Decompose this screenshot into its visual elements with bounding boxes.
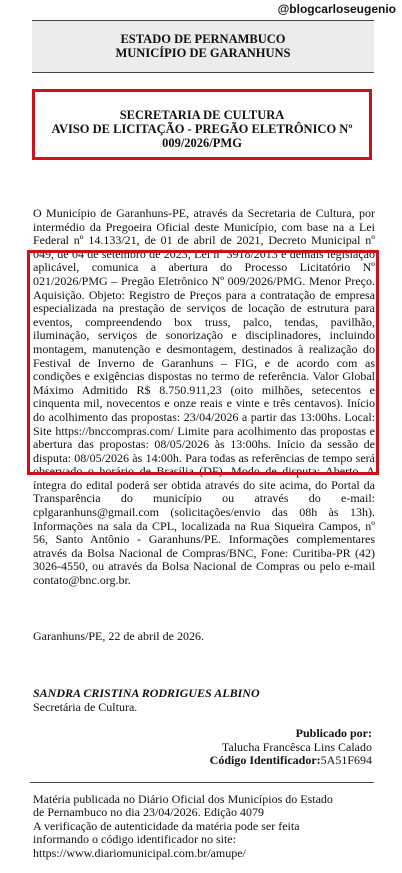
blog-watermark: @blogcarloseugenio bbox=[277, 2, 396, 16]
footer-line-2: de Pernambuco no dia 23/04/2026. Edição 4079 bbox=[33, 805, 264, 820]
publisher-block bbox=[210, 727, 372, 768]
publication-footer bbox=[33, 793, 373, 860]
footer-line-4: informando o código identificador no site: bbox=[33, 832, 236, 847]
title-secretariat-line: SECRETARIA DE CULTURA bbox=[119, 108, 285, 122]
published-by-label: Publicado por: bbox=[295, 726, 372, 740]
notice-body bbox=[33, 207, 375, 588]
footer-divider bbox=[30, 782, 374, 783]
signature-block bbox=[33, 686, 260, 714]
identifier-code-label: Código Identificador: bbox=[209, 753, 321, 767]
title-number-line: 009/2026/PMG bbox=[162, 136, 242, 150]
footer-url-link[interactable]: https://www.diariomunicipal.com.br/amupe/ bbox=[33, 845, 246, 860]
signer-role: Secretária de Cultura. bbox=[33, 700, 138, 714]
notice-paragraph: O Município de Garanhuns-PE, através da Secretaria de Cultura, por intermédio da Pregoeira Oficial deste Município, com base na a Lei Federal nº 14.133/21, de 01 de abril de 2021, Decreto Municipal nº 049, de 04 de setembro de 2023, Lei nº 3918/2013 e demais legislação aplicável, comunica a abertura do Processo Licitatório Nº 021/2026/PMG – Pregão Eletrônico Nº 009/2026/PMG. Menor Preço. Aquisição. Objeto: Registro de Preços para a contratação de empresa especializada na prestação de serviços de locação de estrutura para eventos, compreendendo box truss, palco, tendas, pavilhão, iluminação, serviços de sonorização e disciplinadores, incluindo montagem, manutenção e desmontagem, destinados à realização do Festival de Inverno de Garanhuns – FIG, e de acordo com as condições e exigências dispostas no termo de referência. Valor Global Máximo Admitido R$ 8.750.911,23 (oito milhões, setecentos e cinquenta mil, novecentos e onze reais e vinte e três centavos). Início do acolhimento das propostas: 23/04/2026 a partir das 13:00hs. Local: Site https://bnccompras.com/ Limite para acolhimento das propostas e abertura das propostas: 08/05/2026 às 13:00hs. Início da sessão de disputa: 08/05/2026 às 14:00h. Para todas as referências de tempo será observado o horário de Brasília (DF). Modo de disputa: Aberto. A íntegra do edital poderá ser obtida através do site acima, do Portal da Transparência do município ou através do e-mail: cplgaranhuns@gmail.com (solicitações/envio das 08h às 13h). Informações na sala da CPL, localizada na Rua Siqueira Campos, nº 56, Santo Antônio - Garanhuns/PE. Informações complementares através da Bolsa Nacional de Compras/BNC, Fone: Curitiba-PR (42) 3026-4550, ou através da Bolsa Nacional de Compras ou pelo e-mail contato@bnc.org.br. bbox=[33, 206, 375, 588]
header-state-line: ESTADO DE PERNAMBUCO bbox=[120, 32, 286, 46]
footer-line-1: Matéria publicada no Diário Oficial dos Municípios do Estado bbox=[33, 792, 333, 806]
identifier-code-value: 5A51F694 bbox=[320, 753, 372, 767]
header-municipality-line: MUNICÍPIO DE GARANHUNS bbox=[115, 46, 291, 60]
signer-name: SANDRA CRISTINA RODRIGUES ALBINO bbox=[33, 686, 260, 700]
state-municipality-header bbox=[32, 20, 374, 73]
footer-line-3: A verificação de autenticidade da matéria pode ser feita bbox=[33, 818, 300, 833]
publisher-name: Talucha Francêsca Lins Calado bbox=[221, 739, 372, 754]
notice-title-box bbox=[32, 89, 372, 160]
title-notice-line: AVISO DE LICITAÇÃO - PREGÃO ELETRÔNICO Nº bbox=[51, 122, 353, 136]
identifier-code-line bbox=[210, 754, 372, 768]
dateline: Garanhuns/PE, 22 de abril de 2026. bbox=[33, 629, 204, 643]
